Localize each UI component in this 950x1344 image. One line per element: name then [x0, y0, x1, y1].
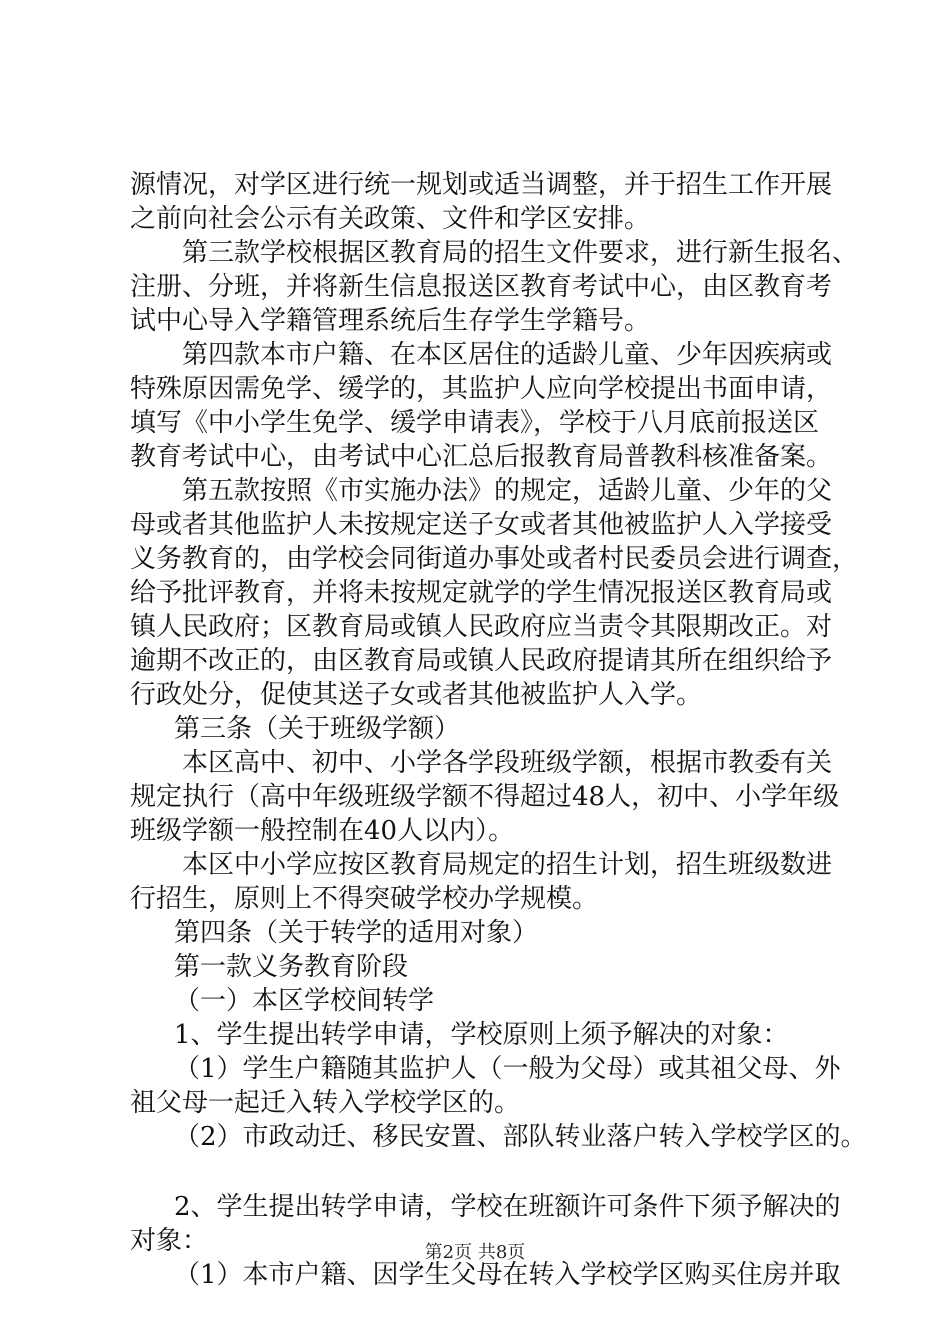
text-line: 填写《中小学生免学、缓学申请表》，学校于八月底前报送区 [130, 408, 820, 438]
text-line: （1）学生户籍随其监护人（一般为父母）或其祖父母、外 [174, 1054, 841, 1084]
text-line: 第四款本市户籍、在本区居住的适龄儿童、少年因疾病或 [182, 340, 833, 370]
text-line: 之前向社会公示有关政策、文件和学区安排。 [130, 204, 651, 234]
text-line: 1、学生提出转学申请，学校原则上须予解决的对象： [174, 1020, 789, 1050]
text-line: 第五款按照《市实施办法》的规定，适龄儿童、少年的父 [182, 476, 833, 506]
text-line: 规定执行（高中年级班级学额不得超过48人，初中、小学年级 [130, 782, 840, 812]
text-line: 源情况，对学区进行统一规划或适当调整，并于招生工作开展 [130, 170, 833, 200]
text-line: 对象： [130, 1226, 209, 1256]
page-number-label: 第2页 共8页 [424, 1242, 526, 1263]
text-line: 母或者其他监护人未按规定送子女或者其他被监护人入学接受 [130, 510, 833, 540]
text-line: 本区高中、初中、小学各学段班级学额，根据市教委有关 [182, 748, 833, 778]
text-line: 行招生，原则上不得突破学校办学规模。 [130, 884, 599, 914]
text-line: 本区中小学应按区教育局规定的招生计划，招生班级数进 [182, 850, 833, 880]
text-line: 试中心导入学籍管理系统后生存学生学籍号。 [130, 306, 651, 336]
text-line: 行政处分，促使其送子女或者其他被监护人入学。 [130, 680, 703, 710]
text-line: 祖父母一起迁入转入学校学区的。 [130, 1088, 521, 1118]
text-line: 教育考试中心，由考试中心汇总后报教育局普教科核准备案。 [130, 442, 833, 472]
document-body [130, 168, 867, 1292]
text-line: （1）本市户籍、因学生父母在转入学校学区购买住房并取 [174, 1260, 841, 1290]
paragraph-gap [130, 1154, 860, 1190]
section-heading: 第四条（关于转学的适用对象） [174, 918, 539, 948]
text-line: 义务教育的，由学校会同街道办事处或者村民委员会进行调查， [130, 544, 859, 574]
text-line: 给予批评教育，并将未按规定就学的学生情况报送区教育局或 [130, 578, 833, 608]
text-line: 班级学额一般控制在40人以内）。 [130, 816, 515, 846]
text-line: （2）市政动迁、移民安置、部队转业落户转入学校学区的。 [174, 1122, 867, 1152]
subsection-heading: 第一款义务教育阶段 [174, 952, 409, 982]
text-line: 镇人民政府；区教育局或镇人民政府应当责令其限期改正。对 [130, 612, 833, 642]
text-line: 逾期不改正的，由区教育局或镇人民政府提请其所在组织给予 [130, 646, 833, 676]
text-line: 2、学生提出转学申请，学校在班额许可条件下须予解决的 [174, 1192, 841, 1222]
page-footer [0, 1242, 950, 1264]
subsection-heading: （一）本区学校间转学 [174, 986, 435, 1016]
text-line: 第三款学校根据区教育局的招生文件要求，进行新生报名、 [182, 238, 859, 268]
text-line: 特殊原因需免学、缓学的，其监护人应向学校提出书面申请， [130, 374, 833, 404]
text-line: 注册、分班，并将新生信息报送区教育考试中心，由区教育考 [130, 272, 833, 302]
section-heading: 第三条（关于班级学额） [174, 714, 461, 744]
